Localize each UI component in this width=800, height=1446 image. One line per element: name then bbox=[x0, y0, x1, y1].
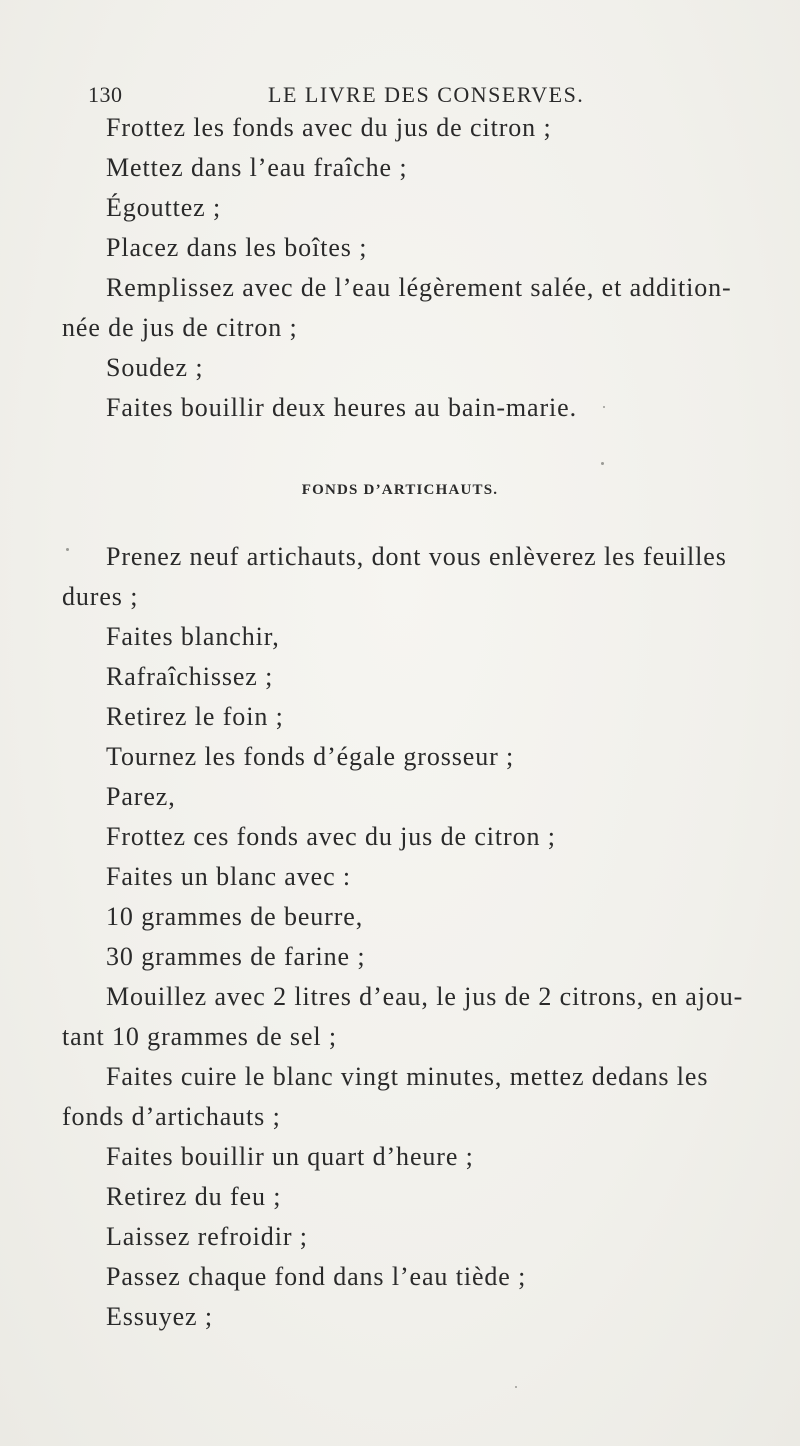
text-line: fonds d’artichauts ; bbox=[62, 1102, 281, 1131]
text-line: Remplissez avec de l’eau légèrement salée, et addition- bbox=[106, 273, 732, 302]
text-line: Égouttez ; bbox=[106, 193, 222, 222]
paper-speck bbox=[601, 462, 604, 465]
text-line: Mettez dans l’eau fraîche ; bbox=[106, 153, 408, 182]
text-line: Frottez les fonds avec du jus de citron ; bbox=[106, 113, 552, 142]
text-line: Retirez du feu ; bbox=[106, 1182, 282, 1211]
text-line: 30 grammes de farine ; bbox=[106, 942, 366, 971]
section-heading: FONDS D’ARTICHAUTS. bbox=[301, 482, 499, 498]
text-line: Faites bouillir un quart d’heure ; bbox=[106, 1142, 474, 1171]
text-line: Placez dans les boîtes ; bbox=[106, 233, 368, 262]
text-line: Frottez ces fonds avec du jus de citron ; bbox=[106, 822, 556, 851]
text-line: Essuyez ; bbox=[106, 1302, 214, 1331]
paper-speck bbox=[515, 1386, 517, 1388]
text-line: Faites un blanc avec : bbox=[106, 862, 352, 891]
running-head: LE LIVRE DES CONSERVES. bbox=[268, 82, 585, 107]
text-line: Faites cuire le blanc vingt minutes, mettez dedans les bbox=[106, 1062, 709, 1091]
text-line: Soudez ; bbox=[106, 353, 204, 382]
text-line: née de jus de citron ; bbox=[62, 313, 298, 342]
text-line: 10 grammes de beurre, bbox=[106, 902, 364, 931]
text-line: Faites blanchir, bbox=[106, 622, 280, 651]
text-line: Tournez les fonds d’égale grosseur ; bbox=[106, 742, 515, 771]
paper-speck bbox=[603, 406, 605, 408]
text-line: dures ; bbox=[62, 582, 139, 611]
text-line: Laissez refroidir ; bbox=[106, 1222, 308, 1251]
text-line: Mouillez avec 2 litres d’eau, le jus de 2 citrons, en ajou- bbox=[106, 982, 744, 1011]
text-line: Faites bouillir deux heures au bain-marie. bbox=[106, 393, 578, 422]
text-line: Retirez le foin ; bbox=[106, 702, 284, 731]
page-header bbox=[0, 82, 800, 112]
text-line: Passez chaque fond dans l’eau tiède ; bbox=[106, 1262, 527, 1291]
text-line: Rafraîchissez ; bbox=[106, 662, 274, 691]
page-number: 130 bbox=[88, 82, 123, 107]
paper-speck bbox=[66, 548, 69, 551]
text-line: tant 10 grammes de sel ; bbox=[62, 1022, 338, 1051]
text-line: Prenez neuf artichauts, dont vous enlèverez les feuilles bbox=[106, 542, 727, 571]
text-line: Parez, bbox=[106, 782, 176, 811]
